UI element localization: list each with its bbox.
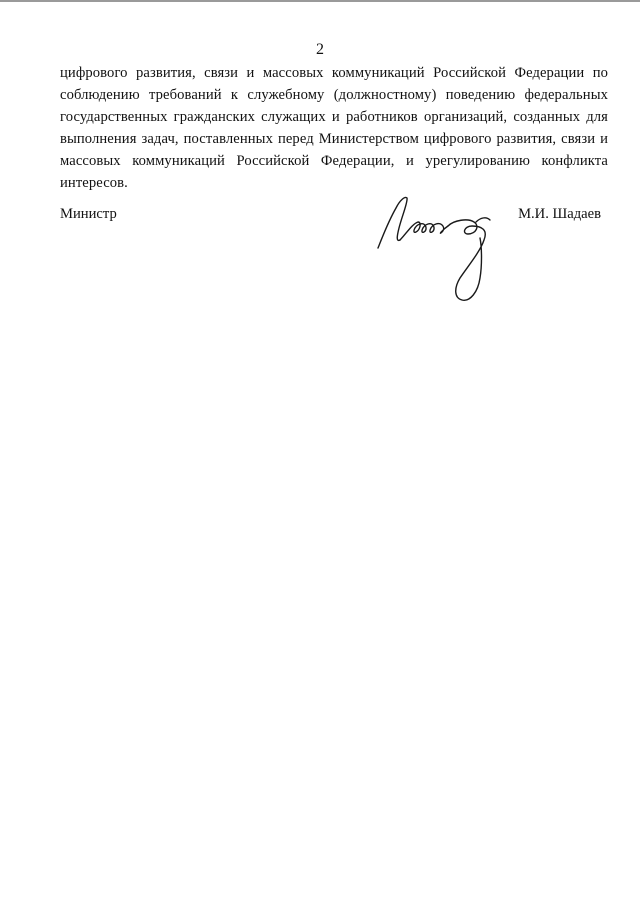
signature-stroke [378, 197, 407, 248]
signature-stroke [476, 218, 490, 222]
page-number: 2 [316, 41, 324, 58]
handwritten-signature [372, 186, 502, 308]
top-border-line [0, 0, 640, 2]
body-paragraph: цифрового развития, связи и массовых коммуникаций Российской Федерации по соблюдению требований к служебному (должностному) поведению федеральных государственных гражданских служащих и работников организаций, созданных для выполнения задач, поставленных перед Министерством цифрового развития, связи и массовых коммуникаций Российской Федерации, и урегулированию конфликта интересов. [60, 65, 608, 191]
signer-title: Министр [60, 206, 117, 222]
signature-stroke [400, 222, 448, 240]
signature-stroke [448, 220, 485, 300]
signer-name: М.И. Шадаев [518, 206, 601, 222]
